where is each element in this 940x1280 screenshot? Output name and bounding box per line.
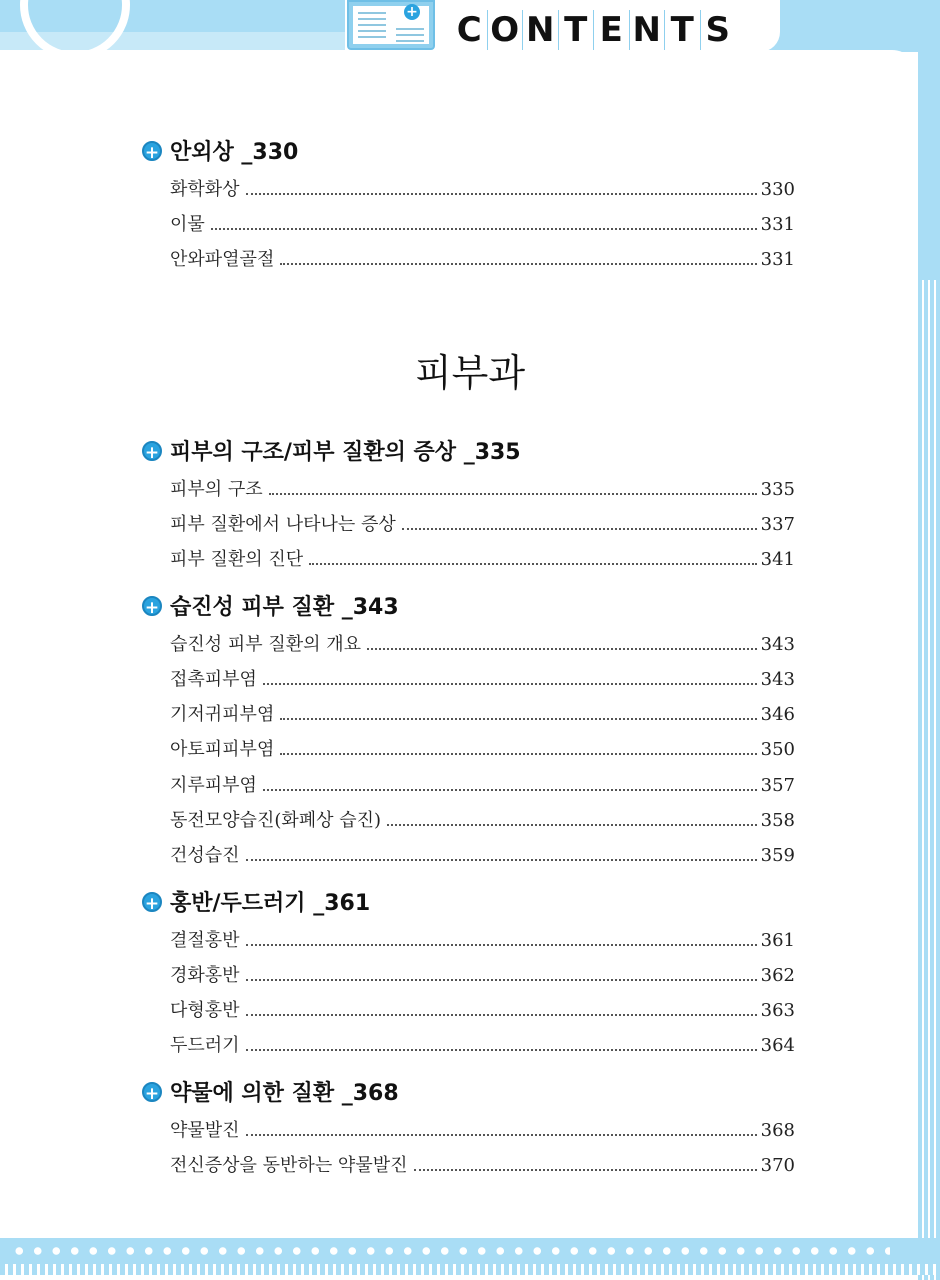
toc-entry[interactable]: 기저귀피부염 346 [170, 704, 795, 725]
section-heading: + 안외상 _330 [142, 135, 298, 166]
toc-entry[interactable]: 동전모양습진(화폐상 습진) 358 [170, 810, 795, 831]
contents-heading: C O N T E N T S [452, 10, 735, 50]
footer-stripes [0, 1264, 940, 1275]
toc-entry[interactable]: 습진성 피부 질환의 개요 343 [170, 634, 795, 655]
page-corner [0, 50, 918, 80]
toc-entry[interactable]: 피부의 구조 335 [170, 479, 795, 500]
footer-dots [10, 1246, 890, 1256]
section-heading: + 피부의 구조/피부 질환의 증상 _335 [142, 435, 521, 466]
toc-entry[interactable]: 피부 질환의 진단 341 [170, 549, 795, 570]
toc-entry[interactable]: 결절홍반 361 [170, 930, 795, 951]
toc-entry[interactable]: 다형홍반 363 [170, 1000, 795, 1021]
toc-entry[interactable]: 전신증상을 동반하는 약물발진 370 [170, 1155, 795, 1176]
section-heading: + 약물에 의한 질환 _368 [142, 1076, 399, 1107]
plus-circle-icon: + [142, 141, 162, 161]
toc-entry[interactable]: 건성습진 359 [170, 845, 795, 866]
right-border-stripes [918, 280, 940, 1280]
toc-entry[interactable]: 접촉피부염 343 [170, 669, 795, 690]
section-heading: + 홍반/두드러기 _361 [142, 886, 370, 917]
toc-entry[interactable]: 안와파열골절 331 [170, 249, 795, 270]
section-heading: + 습진성 피부 질환 _343 [142, 590, 399, 621]
plus-circle-icon: + [142, 1082, 162, 1102]
toc-entry[interactable]: 두드러기 364 [170, 1035, 795, 1056]
toc-entry[interactable]: 피부 질환에서 나타나는 증상 337 [170, 514, 795, 535]
plus-circle-icon: + [142, 892, 162, 912]
toc-entry[interactable]: 화학화상 330 [170, 179, 795, 200]
toc-entry[interactable]: 경화홍반 362 [170, 965, 795, 986]
toc-entry[interactable]: 아토피피부염 350 [170, 739, 795, 760]
plus-circle-icon: + [142, 596, 162, 616]
book-plus-icon [347, 0, 435, 50]
plus-icon: + [404, 4, 420, 20]
toc-entry[interactable]: 약물발진 368 [170, 1120, 795, 1141]
toc-entry[interactable]: 이물 331 [170, 214, 795, 235]
plus-circle-icon: + [142, 441, 162, 461]
department-title: 피부과 [414, 351, 526, 395]
toc-entry[interactable]: 지루피부염 357 [170, 775, 795, 796]
